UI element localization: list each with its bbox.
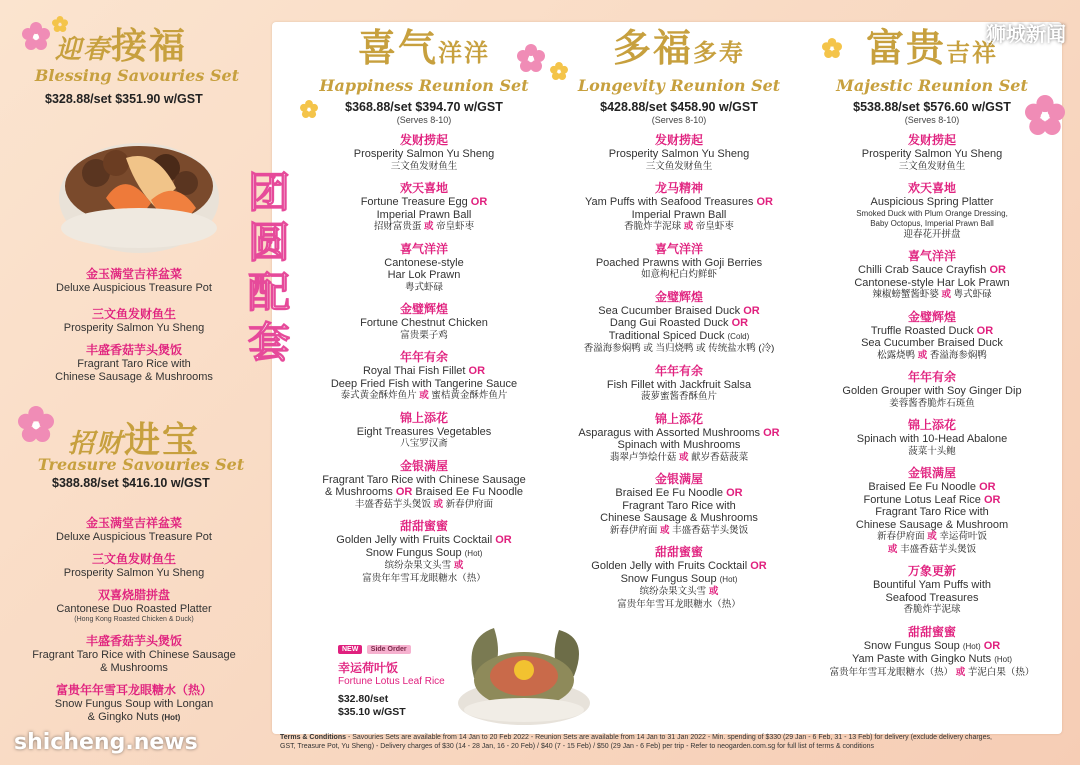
left-panel: [0, 0, 268, 765]
longevity-price: $428.88/set $458.90 w/GST: [600, 100, 758, 114]
flower-icon: [1025, 95, 1065, 135]
longevity-title-cn: 多福多寿: [612, 25, 745, 70]
blessing-item: 金玉满堂吉祥盆菜 Deluxe Auspicious Treasure Pot: [56, 267, 212, 294]
dish: 喜气洋洋 Chilli Crab Sauce Crayfish OR Cantonese-style Har Lok Prawn 辣椒螃蟹酱虾婆 或 粤式虾碌: [854, 249, 1010, 300]
flower-icon: [300, 100, 318, 118]
dish: 金璧辉煌 Sea Cucumber Braised Duck OR Dang Gui Roasted Duck OR Traditional Spiced Duck (Cold) 香溢海参焖鸭 或 当归烧鸭 或 传统盐水鸭 (冷): [583, 289, 775, 354]
happiness-title-cn: 喜气洋洋: [357, 25, 490, 70]
treasure-price: $388.88/set $416.10 w/GST: [52, 476, 210, 490]
dish: 锦上添花 Asparagus with Assorted Mushrooms OR Spinach with Mushrooms 翡翠卢笋烩什菇 或 献岁香菇菠菜: [578, 411, 780, 463]
dish: 龙马精神 Yam Puffs with Seafood Treasures OR Imperial Prawn Ball 香脆炸芋泥球 或 帝皇虾枣: [585, 181, 773, 232]
blessing-item: 丰盛香菇芋头煲饭 Fragrant Taro Rice with Chinese Sausage & Mushrooms: [55, 343, 213, 383]
flower-icon: [18, 406, 54, 442]
dish: 金银满屋 Braised Ee Fu Noodle OR Fragrant Taro Rice with Chinese Sausage & Mushrooms 新春伊府面 或 丰盛香菇芋头煲饭: [600, 472, 758, 536]
dish: 发财捞起 Prosperity Salmon Yu Sheng 三文鱼发财鱼生: [353, 133, 495, 172]
flower-icon: [22, 22, 50, 50]
dish: 甜甜蜜蜜 Golden Jelly with Fruits Cocktail OR Snow Fungus Soup (Hot) 缤纷杂果文头雪 或 富贵年年雪耳龙眼糖水（热）: [591, 545, 767, 610]
dish: 金银满屋 Fragrant Taro Rice with Chinese Sausage & Mushrooms OR Braised Ee Fu Noodle 丰盛香菇芋头煲饭 或 新春伊府面: [322, 458, 526, 510]
watermark-top-right: 狮城新闻: [986, 24, 1066, 46]
dish: 锦上添花 Eight Treasures Vegetables 八宝罗汉斋: [356, 410, 492, 449]
dish: 年年有余 Golden Grouper with Soy Ginger Dip 姜蓉酱香脆炸石斑鱼: [842, 370, 1022, 409]
dish: 万象更新 Bountiful Yam Puffs with Seafood Treasures 香脆炸芋泥球: [872, 564, 991, 615]
majestic-column: 富贵吉祥 Majestic Reunion Set $538.88/set $576.60 w/GST (Serves 8-10) 发财捞起 Prosperity Salmon Yu Sheng 三文鱼发财鱼生 欢天喜地 Auspicious Spring Platter Smoked Duck with Plum Orange Dressing, Baby Octopus, Imperial Prawn Ball 迎春花开拼盘 喜气洋洋 Chilli Crab Sauce Crayfish OR Cantonese-style Har Lok Prawn 辣椒螃蟹酱虾婆 或 粤式虾碌 金璧辉煌 Truffle Roasted Duck OR Sea Cucumber Braised Duck 松露烧鸭 或 香溢海参焖鸭 年年有余 Golden Grouper with Soy Ginger Dip 姜蓉酱香脆炸石斑鱼 锦上添花 Spinach with 10-Head Abalone 菠菜十头鲍 金银满屋 Braised Ee Fu Noodle OR Fortune Lotus Leaf Rice OR Fragrant Taro Rice with Chinese Sausage & Mushroom 新春伊府面 或 幸运荷叶饭 或 丰盛香菇芋头煲饭 万象更新 Bountiful Yam Puffs with Seafood Treasures 香脆炸芋泥球 甜甜蜜蜜 Snow Fungus Soup (Hot) OR Yam Paste with Gingko Nuts (Hot) 富贵年年雪耳龙眼糖水（热） 或 芋泥白果（热）: [820, 22, 1044, 679]
dish: 金璧辉煌 Fortune Chestnut Chicken 富贵栗子鸡: [360, 302, 488, 341]
blessing-item: 三文鱼发财鱼生 Prosperity Salmon Yu Sheng: [63, 307, 205, 334]
treasure-title-en: Treasure Savouries Set: [37, 455, 245, 474]
lotus-rice-image: [454, 618, 594, 728]
dish: 喜气洋洋 Poached Prawns with Goji Berries 如意枸杞白灼鲜虾: [595, 241, 763, 280]
dish: 甜甜蜜蜜 Snow Fungus Soup (Hot) OR Yam Paste with Gingko Nuts (Hot) 富贵年年雪耳龙眼糖水（热） 或 芋泥白果（热）: [829, 624, 1035, 678]
watermark-bottom-left: shicheng.news: [14, 730, 198, 755]
majestic-title-cn: 富贵吉祥: [865, 25, 998, 70]
dish: 欢天喜地 Fortune Treasure Egg OR Imperial Prawn Ball 招财富贵蛋 或 帝皇虾枣: [360, 181, 488, 232]
majestic-price: $538.88/set $576.60 w/GST: [853, 100, 1011, 114]
longevity-column: 多福多寿 Longevity Reunion Set $428.88/set $458.90 w/GST (Serves 8-10) 发财捞起 Prosperity Salmon Yu Sheng 三文鱼发财鱼生 龙马精神 Yam Puffs with Seafood Treasures OR Imperial Prawn Ball 香脆炸芋泥球 或 帝皇虾枣 喜气洋洋 Poached Prawns with Goji Berries 如意枸杞白灼鲜虾 金璧辉煌 Sea Cucumber Braised Duck OR Dang Gui Roasted Duck OR Traditional Spiced Duck (Cold) 香溢海参焖鸭 或 当归烧鸭 或 传统盐水鸭 (冷) 年年有余 Fish Fillet with Jackfruit Salsa 菠萝蜜酱香酥鱼片 锦上添花 Asparagus with Assorted Mushrooms OR Spinach with Mushrooms 翡翠卢笋烩什菇 或 献岁香菇菠菜 金银满屋 Braised Ee Fu Noodle OR Fragrant Taro Rice with Chinese Sausage & Mushrooms 新春伊府面 或 丰盛香菇芋头煲饭 甜甜蜜蜜 Golden Jelly with Fruits Cocktail OR Snow Fungus Soup (Hot) 缤纷杂果文头雪 或 富贵年年雪耳龙眼糖水（热）: [564, 22, 794, 611]
dish: 喜气洋洋 Cantonese-style Har Lok Prawn 粤式虾碌: [384, 241, 464, 293]
longevity-title-en: Longevity Reunion Set: [577, 76, 781, 95]
blessing-title-en: Blessing Savouries Set: [34, 66, 240, 85]
terms-and-conditions: Terms & Conditions - Savouries Sets are available from 14 Jan to 20 Feb 2022 - Reunion Sets are available from 14 Jan to 31 Jan 2022 - Min. spending of $330 (29 Jan - 6 Feb, 31 - 13 Feb) for delivery (exclude delivery charges, GST, Treasure Pot, Yu Sheng) - Delivery charges of $30 (14 - 28 Jan, 16 - 20 Feb) / $40 (7 - 15 Feb) / $50 (29 Jan - 6 Feb) per trip - Refer to neogarden.com.sg for full list of terms & conditions: [280, 734, 992, 750]
menu-card: [247, 22, 1062, 734]
side-order-badge: Side Order: [367, 645, 411, 654]
dish: 发财捞起 Prosperity Salmon Yu Sheng 三文鱼发财鱼生: [608, 133, 750, 172]
happiness-title-en: Happiness Reunion Set: [319, 76, 529, 95]
dish: 锦上添花 Spinach with 10-Head Abalone 菠菜十头鲍: [856, 418, 1008, 457]
treasure-item: 双喜烧腊拼盘 Cantonese Duo Roasted Platter (Hong Kong Roasted Chicken & Duck): [56, 588, 212, 623]
new-side-order: NEW Side Order 幸运荷叶饭 Fortune Lotus Leaf Rice $32.80/set $35.10 w/GST: [338, 646, 445, 718]
treasure-item: 丰盛香菇芋头煲饭 Fragrant Taro Rice with Chinese Sausage & Mushrooms: [32, 634, 236, 674]
vertical-title: 团 圆 配 套: [247, 168, 290, 367]
treasure-pot-image: [56, 128, 222, 258]
dish: 金银满屋 Braised Ee Fu Noodle OR Fortune Lotus Leaf Rice OR Fragrant Taro Rice with Chinese Sausage & Mushroom 新春伊府面 或 幸运荷叶饭 或 丰盛香菇芋头煲饭: [855, 466, 1009, 555]
dish: 年年有余 Royal Thai Fish Fillet OR Deep Fried Fish with Tangerine Sauce 泰式黄金酥炸鱼片 或 蜜桔黄金酥炸鱼片: [330, 350, 518, 401]
treasure-item: 富贵年年雪耳龙眼糖水（热） Snow Fungus Soup with Longan & Gingko Nuts (Hot): [54, 683, 214, 723]
dish: 金璧辉煌 Truffle Roasted Duck OR Sea Cucumber Braised Duck 松露烧鸭 或 香溢海参焖鸭: [861, 309, 1003, 361]
happiness-column: 喜气洋洋 Happiness Reunion Set $368.88/set $394.70 w/GST (Serves 8-10) 发财捞起 Prosperity Salmon Yu Sheng 三文鱼发财鱼生 欢天喜地 Fortune Treasure Egg OR Imperial Prawn Ball 招财富贵蛋 或 帝皇虾枣 喜气洋洋 Cantonese-style Har Lok Prawn 粤式虾碌 金璧辉煌 Fortune Chestnut Chicken 富贵栗子鸡 年年有余 Royal Thai Fish Fillet OR Deep Fried Fish with Tangerine Sauce 泰式黄金酥炸鱼片 或 蜜桔黄金酥炸鱼片 锦上添花 Eight Treasures Vegetables 八宝罗汉斋 金银满屋 Fragrant Taro Rice with Chinese Sausage & Mushrooms OR Braised Ee Fu Noodle 丰盛香菇芋头煲饭 或 新春伊府面 甜甜蜜蜜 Golden Jelly with Fruits Cocktail OR Snow Fungus Soup (Hot) 缤纷杂果文头雪 或 富贵年年雪耳龙眼糖水（热）: [304, 22, 544, 585]
dish: 发财捞起 Prosperity Salmon Yu Sheng 三文鱼发财鱼生: [861, 133, 1003, 172]
flower-icon: [550, 62, 568, 80]
dish: 欢天喜地 Auspicious Spring Platter Smoked Duck with Plum Orange Dressing, Baby Octopus, Imperial Prawn Ball 迎春花开拼盘: [856, 181, 1008, 240]
dish: 甜甜蜜蜜 Golden Jelly with Fruits Cocktail OR Snow Fungus Soup (Hot) 缤纷杂果文头雪 或 富贵年年雪耳龙眼糖水（热）: [336, 519, 512, 584]
treasure-item: 三文鱼发财鱼生 Prosperity Salmon Yu Sheng: [63, 552, 205, 579]
flower-icon: [517, 44, 545, 72]
happiness-price: $368.88/set $394.70 w/GST: [345, 100, 503, 114]
blessing-price: $328.88/set $351.90 w/GST: [45, 92, 203, 106]
treasure-item: 金玉满堂吉祥盆菜 Deluxe Auspicious Treasure Pot: [56, 516, 212, 543]
majestic-title-en: Majestic Reunion Set: [836, 76, 1028, 95]
new-badge: NEW: [338, 645, 362, 654]
dish: 年年有余 Fish Fillet with Jackfruit Salsa 菠萝蜜酱香酥鱼片: [606, 363, 752, 402]
flower-icon: [822, 38, 842, 58]
treasure-title-cn: 招财进宝: [68, 419, 201, 461]
blessing-title-cn: 迎春接福: [55, 25, 188, 67]
